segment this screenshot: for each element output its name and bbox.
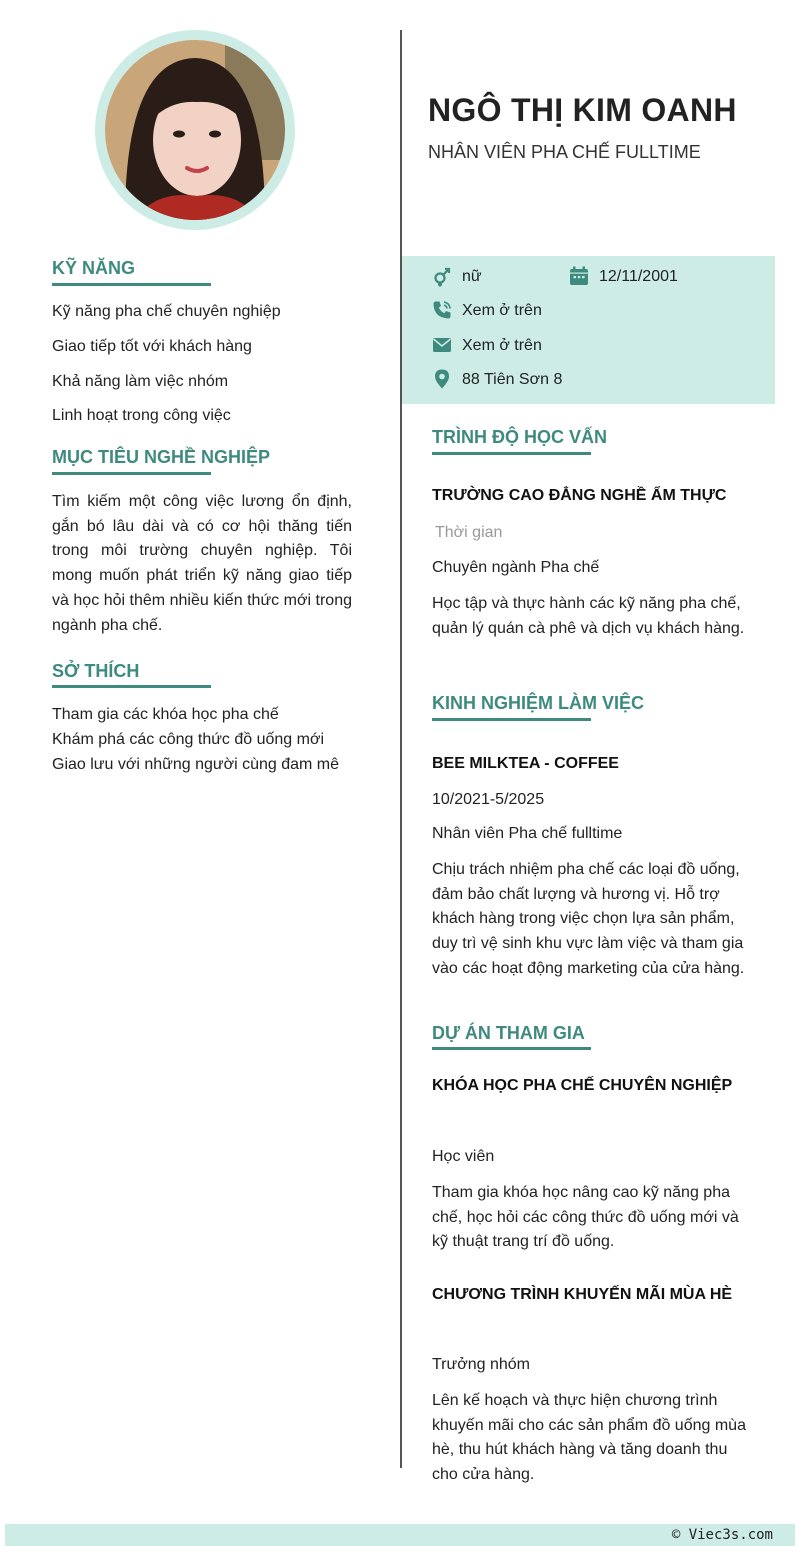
project-role: Trưởng nhóm	[432, 1356, 530, 1373]
hobbies-title: SỞ THÍCH	[52, 661, 140, 681]
experience-underline	[432, 718, 591, 721]
avatar-photo-icon	[105, 40, 285, 220]
hobby-item: Giao lưu với những người cùng đam mê	[52, 756, 340, 773]
experience-role: Nhân viên Pha chế fulltime	[432, 825, 623, 842]
project-role: Học viên	[432, 1148, 495, 1165]
dob-text: 12/11/2001	[599, 268, 678, 285]
hobby-item: Tham gia các khóa học pha chế	[52, 706, 279, 723]
skill-item: Khả năng làm việc nhóm	[52, 373, 229, 390]
project-description: Tham gia khóa học nâng cao kỹ năng pha chế, học hỏi các công thức đồ uống mới và kỹ thuật trang trí đồ uống.	[432, 1184, 739, 1251]
skills-underline	[52, 283, 211, 286]
skills-title: KỸ NĂNG	[52, 258, 136, 278]
objective-title: MỤC TIÊU NGHỀ NGHIỆP	[52, 447, 271, 467]
project-name: KHÓA HỌC PHA CHẾ CHUYÊN NGHIỆP	[432, 1077, 733, 1094]
footer-copyright: © Viec3s.com	[671, 1527, 773, 1543]
gender-icon	[432, 267, 452, 287]
phone-icon	[432, 300, 452, 320]
project-description: Lên kế hoạch và thực hiện chương trình khuyến mãi cho các sản phẩm đồ uống mùa hè, thu hút khách hàng và tăng doanh thu cho cửa hàng.	[432, 1392, 746, 1484]
skill-item: Kỹ năng pha chế chuyên nghiệp	[52, 303, 281, 320]
column-divider	[400, 30, 402, 1468]
hobby-item: Khám phá các công thức đồ uống mới	[52, 731, 325, 748]
hobbies-underline	[52, 685, 211, 688]
skill-item: Linh hoạt trong công việc	[52, 407, 231, 424]
experience-period: 10/2021-5/2025	[432, 791, 545, 808]
education-major: Chuyên ngành Pha chế	[432, 559, 600, 576]
projects-title: DỰ ÁN THAM GIA	[432, 1023, 585, 1043]
experience-title: KINH NGHIỆM LÀM VIỆC	[432, 693, 645, 713]
experience-description: Chịu trách nhiệm pha chế các loại đồ uống, đảm bảo chất lượng và hương vị. Hỗ trợ khách hàng trong việc chọn lựa sản phẩm, duy trì vệ sinh khu vực làm việc và tham gia vào các hoạt động marketing của cửa hàng.	[432, 861, 745, 977]
phone-text: Xem ở trên	[462, 302, 542, 319]
job-position: NHÂN VIÊN PHA CHẾ FULLTIME	[428, 142, 701, 162]
email-icon	[432, 335, 452, 355]
gender-text: nữ	[462, 268, 482, 285]
education-description: Học tập và thực hành các kỹ năng pha chế, quản lý quán cà phê và dịch vụ khách hàng.	[432, 595, 745, 637]
email-text: Xem ở trên	[462, 337, 542, 354]
projects-underline	[432, 1047, 591, 1050]
full-name: NGÔ THỊ KIM OANH	[428, 92, 737, 128]
avatar	[105, 40, 285, 220]
address-text: 88 Tiên Sơn 8	[462, 371, 563, 388]
experience-company: BEE MILKTEA - COFFEE	[432, 755, 619, 772]
location-pin-icon	[432, 369, 452, 389]
education-title: TRÌNH ĐỘ HỌC VẤN	[432, 427, 607, 447]
project-name: CHƯƠNG TRÌNH KHUYẾN MÃI MÙA HÈ	[432, 1286, 733, 1303]
objective-underline	[52, 472, 211, 475]
footer-bar	[5, 1524, 795, 1546]
education-time: Thời gian	[435, 524, 503, 541]
objective-text: Tìm kiếm một công việc lương ổn định, gắn bó lâu dài và có cơ hội thăng tiến trong môi trường chuyên nghiệp. Tôi mong muốn phát triển kỹ năng giao tiếp và học hỏi thêm nhiều kiến thức mới trong ngành pha chế.	[52, 493, 352, 634]
calendar-icon	[569, 266, 589, 286]
education-school: TRƯỜNG CAO ĐẲNG NGHỀ ẨM THỰC	[432, 487, 727, 504]
skill-item: Giao tiếp tốt với khách hàng	[52, 338, 252, 355]
education-underline	[432, 452, 591, 455]
